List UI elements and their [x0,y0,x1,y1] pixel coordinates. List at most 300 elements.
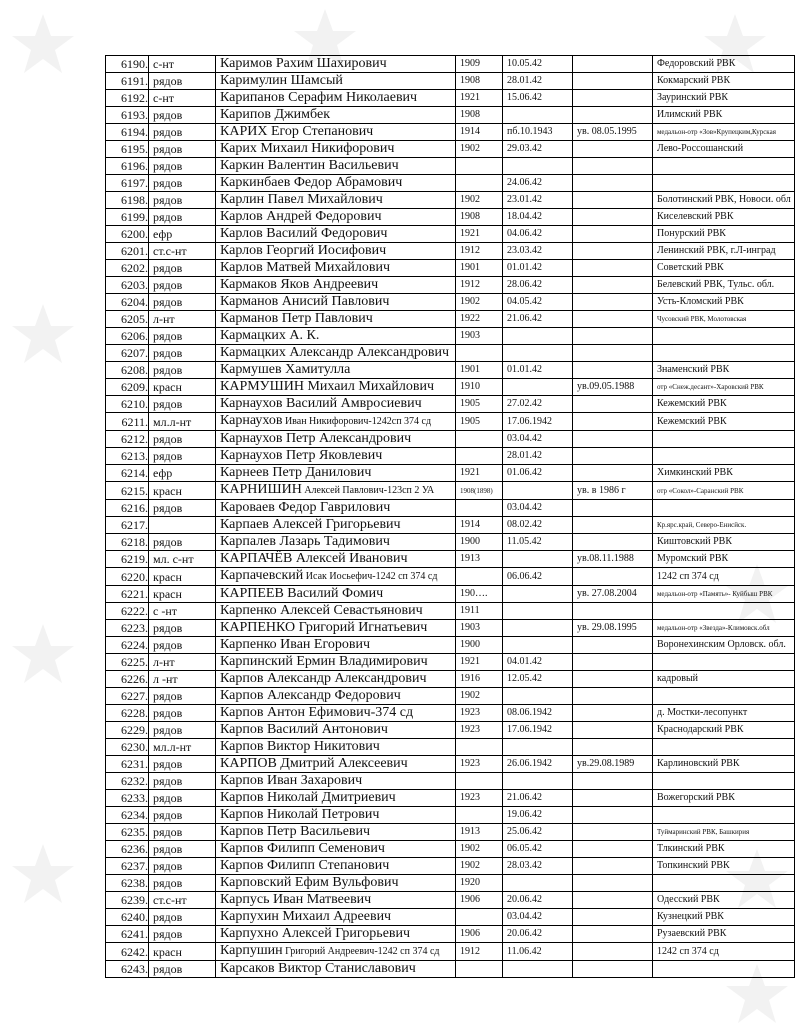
date-cell: 25.06.42 [503,824,573,841]
name-cell [216,431,456,448]
name-cell [216,500,456,517]
rank-cell: рядов [149,362,216,379]
row-number: 6212. [106,431,149,448]
date-cell: 03.04.42 [503,500,573,517]
row-number: 6192. [106,90,149,107]
table-row [106,482,795,500]
name-cell [216,141,456,158]
row-number: 6227. [106,688,149,705]
burial-note-cell [573,705,653,722]
birth-year-cell: 1906 [456,926,503,943]
name-main: Карпалев Лазарь Тадимович [220,534,390,549]
origin-cell: Кузнецкий РВК [653,909,795,926]
row-number: 6209. [106,379,149,396]
name-main: КАРПАЧЁВ Алексей Иванович [220,551,408,566]
origin-cell: Кежемский РВК [653,413,795,431]
date-cell: 28.06.42 [503,277,573,294]
name-cell [216,465,456,482]
burial-note-cell [573,465,653,482]
date-cell: 18.04.42 [503,209,573,226]
row-number: 6233. [106,790,149,807]
table-row [106,158,795,175]
table-row [106,858,795,875]
burial-note-cell [573,277,653,294]
date-cell: 15.06.42 [503,90,573,107]
birth-year-cell: 1902 [456,841,503,858]
birth-year-cell: 1923 [456,756,503,773]
origin-cell: Киселевский РВК [653,209,795,226]
burial-note-cell [573,824,653,841]
name-main: КАРНИШИН [220,482,302,497]
name-main: Кармацких Александр Александрович [220,345,450,360]
rank-cell: рядов [149,396,216,413]
origin-cell: Знаменский РВК [653,362,795,379]
name-main: Карипов Джимбек [220,107,330,122]
date-cell [503,107,573,124]
row-number: 6221. [106,586,149,603]
rank-cell: красн [149,568,216,586]
name-cell [216,943,456,961]
name-cell [216,534,456,551]
name-main: Карпаев Алексей Григорьевич [220,517,401,532]
burial-note-cell: ув. 27.08.2004 [573,586,653,603]
rank-cell: рядов [149,448,216,465]
burial-note-cell [573,858,653,875]
rank-cell: красн [149,586,216,603]
name-cell [216,482,456,500]
name-cell [216,328,456,345]
row-number: 6224. [106,637,149,654]
name-main: Карпов Александр Александрович [220,671,427,686]
name-main: Карлов Матвей Михайлович [220,260,391,275]
rank-cell: л -нт [149,671,216,688]
name-main: Карпенко Алексей Севастьянович [220,603,423,618]
burial-note-cell: ув.09.05.1988 [573,379,653,396]
origin-cell: кадровый [653,671,795,688]
name-cell [216,858,456,875]
rank-cell: рядов [149,790,216,807]
name-main: Карманов Петр Павлович [220,311,373,326]
row-number: 6243. [106,961,149,978]
burial-note-cell [573,311,653,328]
table-row [106,909,795,926]
row-number: 6236. [106,841,149,858]
birth-year-cell: 1908 [456,107,503,124]
date-cell: 17.06.1942 [503,722,573,739]
birth-year-cell: 1913 [456,824,503,841]
row-number: 6225. [106,654,149,671]
birth-year-cell [456,158,503,175]
date-cell [503,688,573,705]
birth-year-cell [456,448,503,465]
rank-cell [149,517,216,534]
burial-note-cell [573,107,653,124]
row-number: 6242. [106,943,149,961]
table-row [106,141,795,158]
burial-note-cell [573,413,653,431]
name-detail: Иван Никифорович-1242сп 374 сд [282,416,432,427]
name-detail: Алексей Павлович-123сп 2 УА [301,485,435,496]
origin-cell [653,739,795,756]
row-number: 6193. [106,107,149,124]
birth-year-cell [456,175,503,192]
name-cell [216,260,456,277]
rank-cell: рядов [149,158,216,175]
origin-cell: д. Мостки-лесопункт [653,705,795,722]
birth-year-cell [456,961,503,978]
origin-cell: Кр.ярс.край, Северо-Енисйск. [653,517,795,534]
burial-note-cell [573,961,653,978]
birth-year-cell: 1902 [456,688,503,705]
origin-cell: Киштовский РВК [653,534,795,551]
birth-year-cell: 1912 [456,243,503,260]
burial-note-cell [573,362,653,379]
table-row [106,654,795,671]
table-row [106,124,795,141]
table-row [106,209,795,226]
birth-year-cell [456,909,503,926]
date-cell: 24.06.42 [503,175,573,192]
rank-cell: красн [149,379,216,396]
table-row [106,603,795,620]
name-main: Карпов Василий Антонович [220,722,388,737]
origin-cell: Химкинский РВК [653,465,795,482]
origin-cell [653,500,795,517]
name-main: Карсаков Виктор Станиславович [220,961,416,976]
origin-cell: медальон-отр «Память»- Куйбыш РВК [653,586,795,603]
name-cell [216,841,456,858]
birth-year-cell: 1905 [456,413,503,431]
date-cell [503,328,573,345]
birth-year-cell: 1902 [456,141,503,158]
rank-cell: рядов [149,294,216,311]
table-row [106,688,795,705]
burial-note-cell [573,192,653,209]
table-row [106,448,795,465]
birth-year-cell: 1921 [456,465,503,482]
name-cell [216,56,456,73]
row-number: 6210. [106,396,149,413]
burial-note-cell [573,158,653,175]
birth-year-cell: 1910 [456,379,503,396]
name-cell [216,568,456,586]
date-cell: 19.06.42 [503,807,573,824]
birth-year-cell: 1901 [456,260,503,277]
table-row [106,841,795,858]
birth-year-cell: 1923 [456,790,503,807]
name-cell [216,379,456,396]
table-row [106,790,795,807]
row-number: 6213. [106,448,149,465]
table-row [106,362,795,379]
name-main: Каркин Валентин Васильевич [220,158,399,173]
rank-cell: рядов [149,124,216,141]
date-cell: 27.02.42 [503,396,573,413]
date-cell [503,379,573,396]
origin-cell: медальон-отр «Звезда»-Климовск.обл [653,620,795,637]
rank-cell: мл. с-нт [149,551,216,568]
row-number: 6237. [106,858,149,875]
table-row [106,379,795,396]
name-main: Карлов Георгий Иосифович [220,243,387,258]
rank-cell: рядов [149,705,216,722]
birth-year-cell [456,431,503,448]
row-number: 6223. [106,620,149,637]
burial-note-cell [573,396,653,413]
origin-cell: 1242 сп 374 сд [653,943,795,961]
name-main: Карлов Андрей Федорович [220,209,382,224]
table-row [106,107,795,124]
rank-cell: красн [149,943,216,961]
rank-cell: рядов [149,807,216,824]
table-row [106,345,795,362]
burial-note-cell [573,603,653,620]
origin-cell: Вожегорский РВК [653,790,795,807]
name-main: Карпов Антон Ефимович-374 сд [220,705,414,720]
rank-cell: рядов [149,620,216,637]
date-cell [503,620,573,637]
burial-note-cell [573,328,653,345]
burial-note-cell [573,243,653,260]
birth-year-cell: 1905 [456,396,503,413]
name-main: Карпинский Ермин Владимирович [220,654,428,669]
date-cell: 28.01.42 [503,73,573,90]
birth-year-cell: 1911 [456,603,503,620]
date-cell: 12.05.42 [503,671,573,688]
burial-note-cell [573,943,653,961]
birth-year-cell: 1920 [456,875,503,892]
row-number: 6208. [106,362,149,379]
burial-note-cell [573,909,653,926]
date-cell [503,158,573,175]
name-main: Карих Михаил Никифорович [220,141,395,156]
table-row [106,311,795,328]
name-main: Карнаухов Василий Амвросиевич [220,396,422,411]
date-cell: 23.03.42 [503,243,573,260]
date-cell [503,345,573,362]
origin-cell: Муромский РВК [653,551,795,568]
table-row [106,568,795,586]
burial-note-cell [573,260,653,277]
origin-cell: Федоровский РВК [653,56,795,73]
name-main: Карлин Павел Михайлович [220,192,383,207]
row-number: 6240. [106,909,149,926]
rank-cell: красн [149,482,216,500]
name-cell [216,413,456,431]
origin-cell: Белевский РВК, Тульс. обл. [653,277,795,294]
rank-cell: рядов [149,875,216,892]
date-cell: 03.04.42 [503,909,573,926]
name-main: Карпов Петр Васильевич [220,824,371,839]
name-main: Каркинбаев Федор Абрамович [220,175,403,190]
burial-note-cell [573,534,653,551]
rank-cell: рядов [149,209,216,226]
birth-year-cell [456,807,503,824]
table-row [106,465,795,482]
rank-cell: рядов [149,961,216,978]
origin-cell: Краснодарский РВК [653,722,795,739]
date-cell [503,482,573,500]
name-main: Карпухно Алексей Григорьевич [220,926,411,941]
birth-year-cell: 1912 [456,277,503,294]
row-number: 6196. [106,158,149,175]
date-cell: 10.05.42 [503,56,573,73]
burial-note-cell [573,448,653,465]
birth-year-cell: 1901 [456,362,503,379]
rank-cell: рядов [149,841,216,858]
birth-year-cell: 1923 [456,722,503,739]
table-row [106,637,795,654]
row-number: 6226. [106,671,149,688]
table-row [106,175,795,192]
origin-cell: медальон-отр «Зов»Крупецким,Курская [653,124,795,141]
burial-note-cell [573,671,653,688]
date-cell: 20.06.42 [503,926,573,943]
burial-note-cell: ув.08.11.1988 [573,551,653,568]
table-row [106,277,795,294]
birth-year-cell: 1908(1898) [456,482,503,500]
rank-cell: рядов [149,260,216,277]
rank-cell: рядов [149,909,216,926]
table-row [106,586,795,603]
birth-year-cell: 1902 [456,294,503,311]
date-cell [503,961,573,978]
watermark-emblem-icon [8,840,78,910]
name-main: КАРПОВ Дмитрий Алексеевич [220,756,408,771]
burial-note-cell: ув. 29.08.1995 [573,620,653,637]
name-cell [216,705,456,722]
name-cell [216,107,456,124]
rank-cell: рядов [149,107,216,124]
table-row [106,534,795,551]
name-cell [216,654,456,671]
birth-year-cell: 1921 [456,654,503,671]
date-cell [503,603,573,620]
origin-cell: Одесский РВК [653,892,795,909]
burial-note-cell [573,654,653,671]
name-main: Карлов Василий Федорович [220,226,388,241]
origin-cell: Чусовский РВК, Молотовская [653,311,795,328]
name-main: Карпусь Иван Матвеевич [220,892,372,907]
table-row [106,192,795,209]
name-cell [216,909,456,926]
name-main: Карпов Николай Дмитриевич [220,790,396,805]
burial-note-cell [573,294,653,311]
table-row [106,260,795,277]
date-cell: 21.06.42 [503,790,573,807]
name-main: Карипанов Серафим Николаевич [220,90,418,105]
origin-cell: 1242 сп 374 сд [653,568,795,586]
rank-cell: рядов [149,722,216,739]
rank-cell: ефр [149,465,216,482]
date-cell [503,739,573,756]
name-main: Кармаков Яков Андреевич [220,277,379,292]
date-cell: 11.05.42 [503,534,573,551]
date-cell: 28.01.42 [503,448,573,465]
birth-year-cell [456,500,503,517]
rank-cell: с-нт [149,56,216,73]
rank-cell: рядов [149,73,216,90]
table-row [106,739,795,756]
burial-note-cell [573,141,653,158]
rank-cell: с-нт [149,90,216,107]
birth-year-cell: 1921 [456,90,503,107]
row-number: 6216. [106,500,149,517]
row-number: 6229. [106,722,149,739]
name-main: Карпенко Иван Егорович [220,637,370,652]
name-cell [216,807,456,824]
table-row [106,722,795,739]
name-cell [216,226,456,243]
origin-cell: Советский РВК [653,260,795,277]
origin-cell [653,448,795,465]
name-cell [216,124,456,141]
origin-cell: Понурский РВК [653,226,795,243]
origin-cell: Карлиновский РВК [653,756,795,773]
burial-note-cell [573,209,653,226]
name-main: Карнеев Петр Данилович [220,465,372,480]
origin-cell: Рузаевский РВК [653,926,795,943]
row-number: 6228. [106,705,149,722]
origin-cell: Кежемский РВК [653,396,795,413]
row-number: 6234. [106,807,149,824]
name-main: Карпов Филипп Степанович [220,858,390,873]
name-cell [216,637,456,654]
rank-cell: рядов [149,277,216,294]
name-cell [216,158,456,175]
name-cell [216,294,456,311]
table-row [106,671,795,688]
name-main: Кароваев Федор Гаврилович [220,500,391,515]
rank-cell: рядов [149,688,216,705]
date-cell [503,637,573,654]
name-cell [216,586,456,603]
name-cell [216,773,456,790]
name-cell [216,175,456,192]
rank-cell: рядов [149,534,216,551]
watermark-emblem-icon [8,620,78,690]
rank-cell: ст.с-нт [149,892,216,909]
birth-year-cell: 1914 [456,517,503,534]
birth-year-cell: 1913 [456,551,503,568]
name-main: Карпов Филипп Семенович [220,841,385,856]
rank-cell: ст.с-нт [149,243,216,260]
name-cell [216,620,456,637]
row-number: 6195. [106,141,149,158]
birth-year-cell: 190…. [456,586,503,603]
rank-cell: ефр [149,226,216,243]
roster-table [105,55,795,978]
row-number: 6204. [106,294,149,311]
table-row [106,620,795,637]
name-main: Карнаухов Петр Яковлевич [220,448,383,463]
name-main: КАРМУШИН Михаил Михайлович [220,379,434,394]
row-number: 6191. [106,73,149,90]
row-number: 6218. [106,534,149,551]
rank-cell: мл.л-нт [149,413,216,431]
name-detail: Исак Иосьефич-1242 сп 374 сд [303,571,438,582]
date-cell [503,773,573,790]
roster-body [106,56,795,978]
table-row [106,90,795,107]
birth-year-cell [456,773,503,790]
burial-note-cell [573,926,653,943]
burial-note-cell [573,517,653,534]
name-cell [216,790,456,807]
rank-cell: рядов [149,141,216,158]
date-cell [503,551,573,568]
date-cell: 08.02.42 [503,517,573,534]
